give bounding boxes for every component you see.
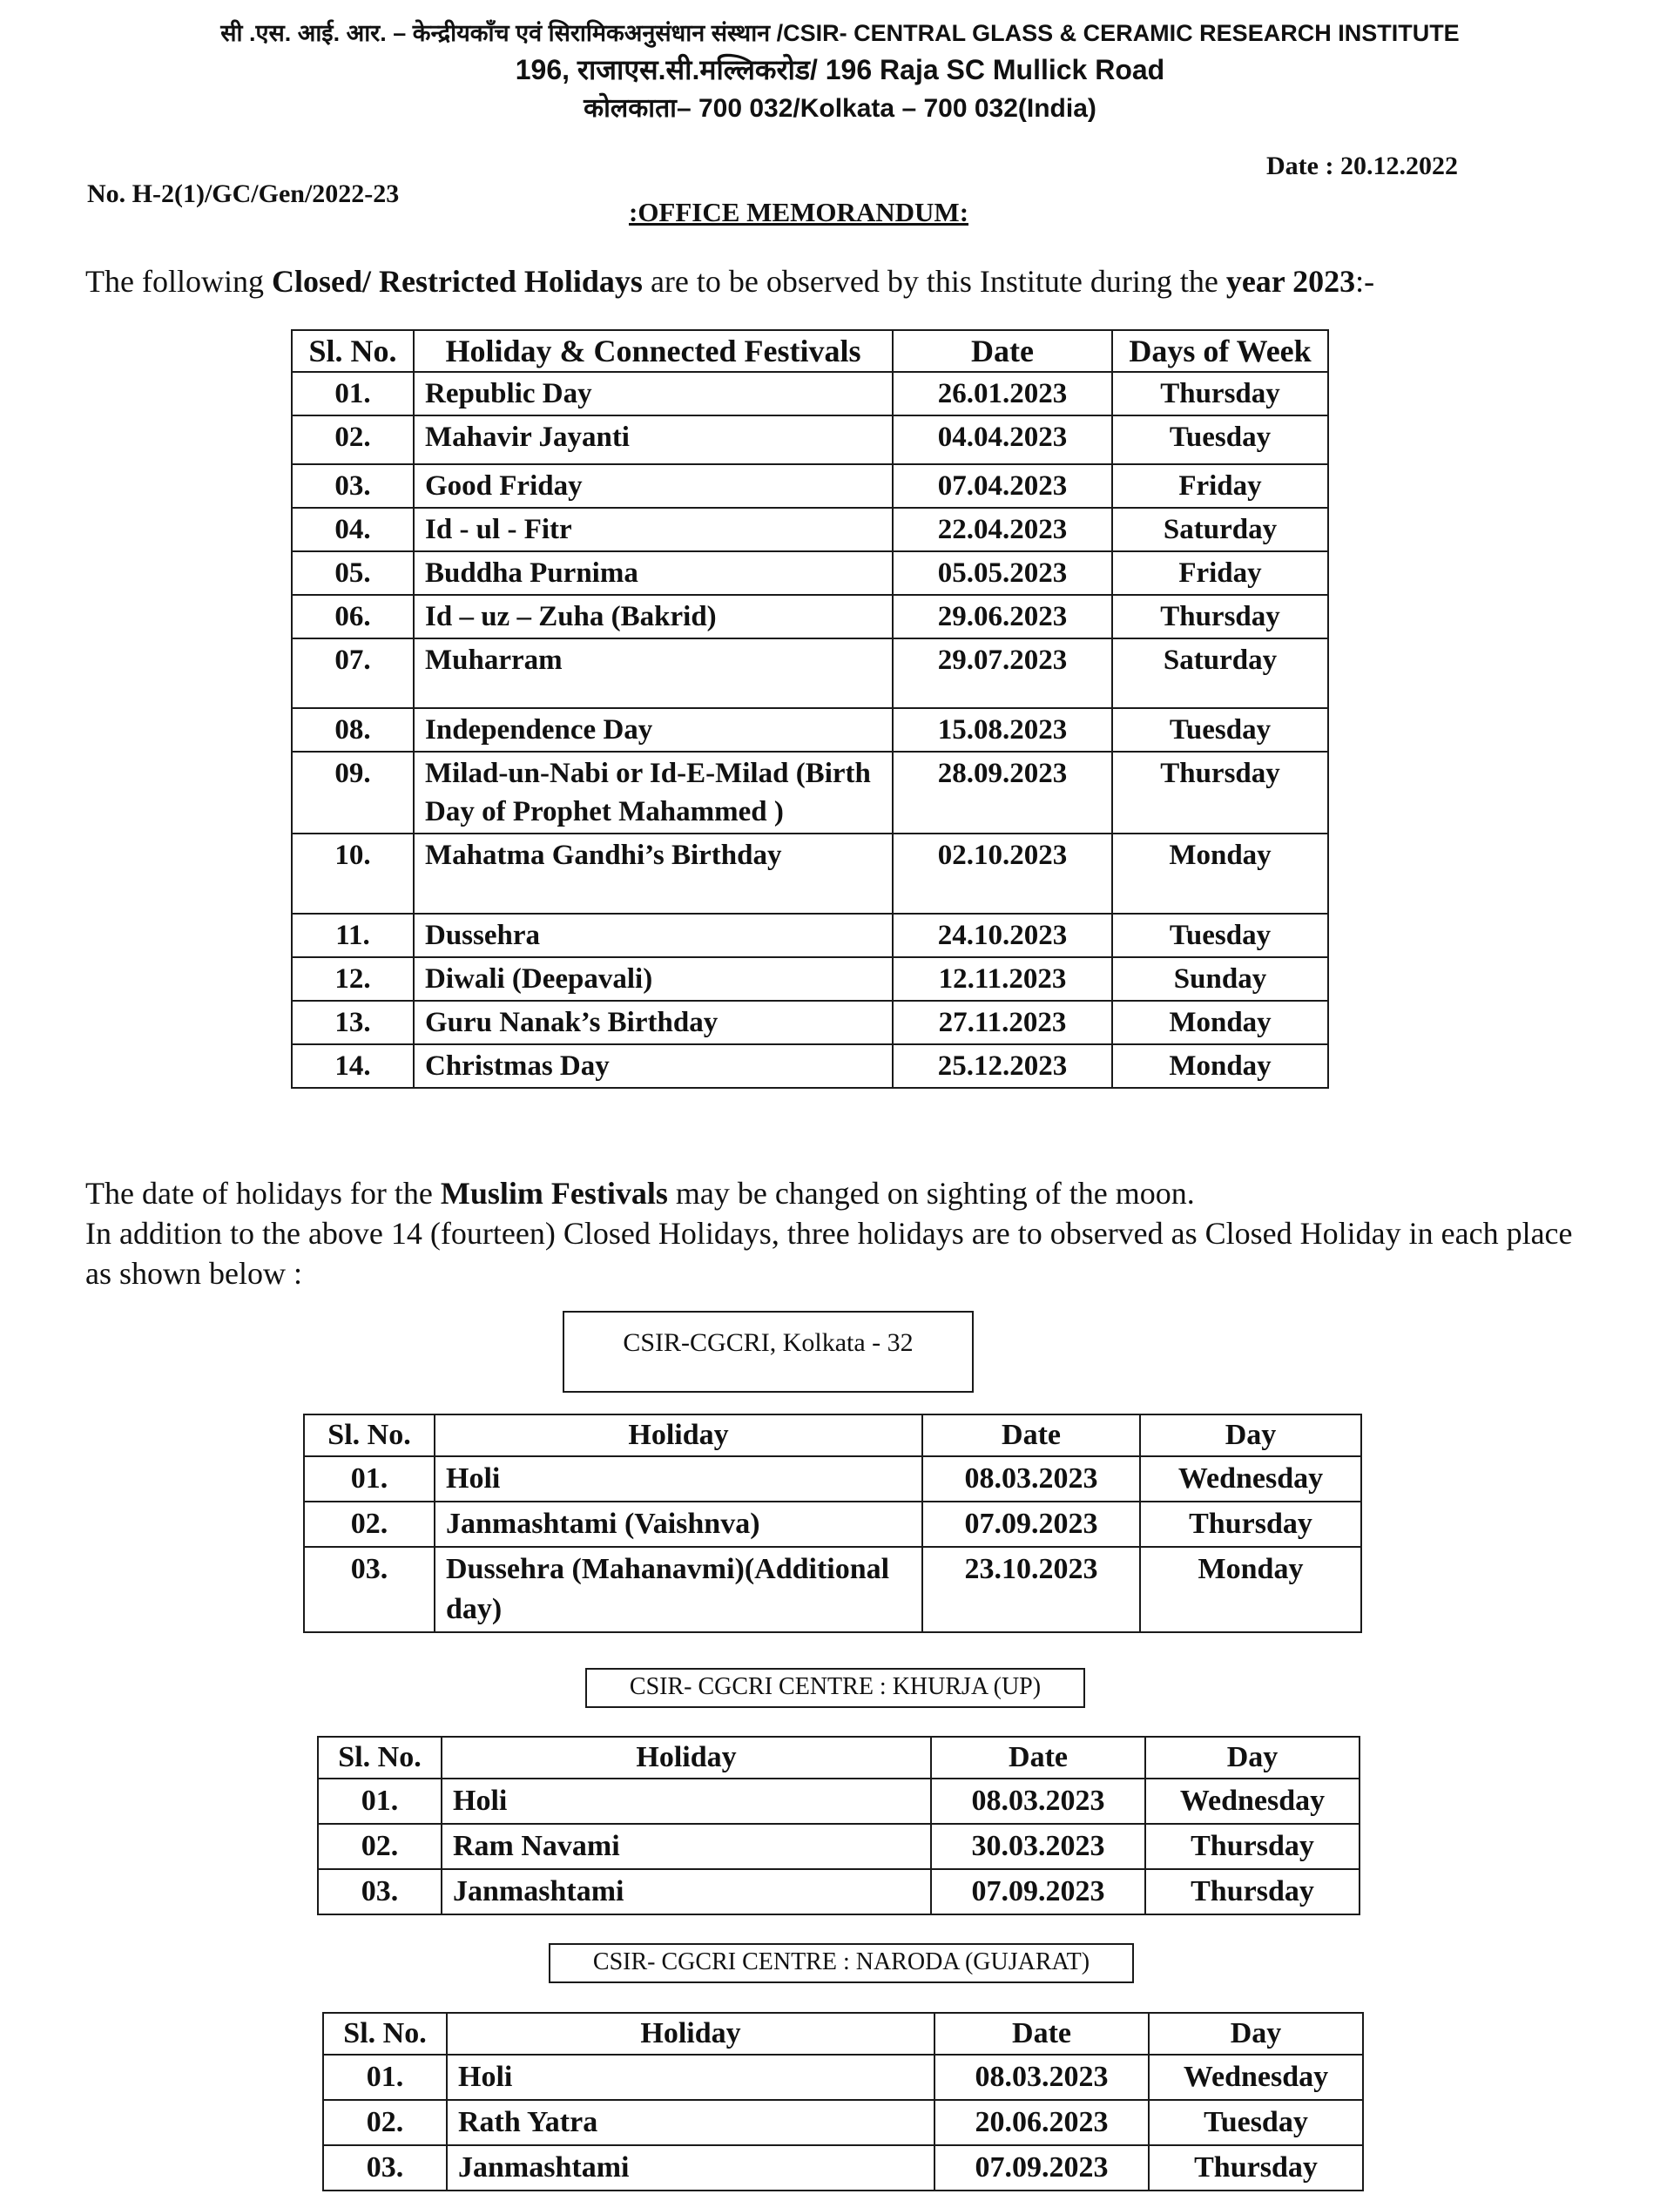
cell-sl-no: 12. <box>292 957 414 1001</box>
cell-day: Monday <box>1112 834 1328 914</box>
table-row <box>292 595 1328 638</box>
col-header-sl-no: Sl. No. <box>323 2013 447 2055</box>
table-header-row <box>292 330 1328 372</box>
cell-date: 07.09.2023 <box>922 1502 1140 1547</box>
table-row <box>292 638 1328 708</box>
cell-date: 28.09.2023 <box>893 752 1112 834</box>
cell-sl-no: 03. <box>318 1869 442 1914</box>
table-row <box>318 1824 1360 1869</box>
cell-holiday: Janmashtami <box>447 2145 934 2191</box>
cell-sl-no: 02. <box>318 1824 442 1869</box>
table-row <box>304 1456 1361 1502</box>
col-header-sl-no: Sl. No. <box>318 1737 442 1779</box>
cell-day: Monday <box>1112 1044 1328 1088</box>
cell-sl-no: 08. <box>292 708 414 752</box>
cell-sl-no: 03. <box>292 464 414 508</box>
location-title-khurja: CSIR- CGCRI CENTRE : KHURJA (UP) <box>585 1668 1085 1708</box>
table-row <box>292 1044 1328 1088</box>
cell-sl-no: 05. <box>292 551 414 595</box>
table-row <box>323 2145 1363 2191</box>
cell-date: 15.08.2023 <box>893 708 1112 752</box>
table-row <box>323 2055 1363 2100</box>
cell-day: Monday <box>1112 1001 1328 1044</box>
cell-day: Friday <box>1112 551 1328 595</box>
table-row <box>323 2100 1363 2145</box>
cell-holiday: Diwali (Deepavali) <box>414 957 893 1001</box>
cell-sl-no: 02. <box>304 1502 435 1547</box>
cell-sl-no: 07. <box>292 638 414 708</box>
table-row <box>318 1869 1360 1914</box>
cell-date: 08.03.2023 <box>934 2055 1149 2100</box>
cell-holiday: Christmas Day <box>414 1044 893 1088</box>
cell-date: 07.09.2023 <box>931 1869 1145 1914</box>
cell-sl-no: 09. <box>292 752 414 834</box>
cell-sl-no: 01. <box>292 372 414 415</box>
cell-day: Friday <box>1112 464 1328 508</box>
cell-day: Tuesday <box>1112 415 1328 464</box>
cell-day: Thursday <box>1145 1869 1360 1914</box>
cell-sl-no: 02. <box>292 415 414 464</box>
table-row <box>292 914 1328 957</box>
cell-holiday: Holi <box>435 1456 922 1502</box>
cell-holiday: Dussehra (Mahanavmi)(Additional day) <box>435 1547 922 1632</box>
institute-address-line: 196, राजाएस.सी.मल्लिकरोड/ 196 Raja SC Mullick Road <box>515 54 1165 85</box>
cell-date: 05.05.2023 <box>893 551 1112 595</box>
col-header-date: Date <box>922 1414 1140 1456</box>
cell-sl-no: 01. <box>304 1456 435 1502</box>
cell-sl-no: 10. <box>292 834 414 914</box>
reference-number: No. H-2(1)/GC/Gen/2022-23 <box>87 179 400 208</box>
cell-day: Tuesday <box>1112 708 1328 752</box>
cell-holiday: Holi <box>442 1779 931 1824</box>
cell-day: Wednesday <box>1145 1779 1360 1824</box>
table-row <box>318 1779 1360 1824</box>
table-header-row <box>323 2013 1363 2055</box>
col-header-sl-no: Sl. No. <box>304 1414 435 1456</box>
table-row <box>292 464 1328 508</box>
institute-name-line: सी .एस. आई. आर. – केन्द्रीयकाँच एवं सिरामिकअनुसंधान संस्थान /CSIR- CENTRAL GLASS & CERAMIC RESEARCH INSTITUTE <box>220 20 1460 46</box>
cell-holiday: Holi <box>447 2055 934 2100</box>
cell-day: Saturday <box>1112 508 1328 551</box>
table-row <box>304 1502 1361 1547</box>
cell-holiday: Muharram <box>414 638 893 708</box>
table-row <box>292 1001 1328 1044</box>
cell-date: 08.03.2023 <box>922 1456 1140 1502</box>
cell-sl-no: 01. <box>323 2055 447 2100</box>
cell-holiday: Janmashtami (Vaishnva) <box>435 1502 922 1547</box>
cell-sl-no: 11. <box>292 914 414 957</box>
col-header-holiday: Holiday & Connected Festivals <box>414 330 893 372</box>
cell-holiday: Janmashtami <box>442 1869 931 1914</box>
additional-holidays-note: In addition to the above 14 (fourteen) Closed Holidays, three holidays are to observed as Closed Holiday in each place as shown below : <box>85 1216 1573 1291</box>
memo-date: Date : 20.12.2022 <box>1266 152 1458 180</box>
table-row <box>292 708 1328 752</box>
cell-sl-no: 02. <box>323 2100 447 2145</box>
cell-date: 22.04.2023 <box>893 508 1112 551</box>
cell-day: Thursday <box>1112 752 1328 834</box>
cell-sl-no: 14. <box>292 1044 414 1088</box>
cell-date: 07.04.2023 <box>893 464 1112 508</box>
col-header-day: Days of Week <box>1112 330 1328 372</box>
cell-day: Monday <box>1140 1547 1361 1632</box>
cell-date: 25.12.2023 <box>893 1044 1112 1088</box>
intro-paragraph <box>85 261 1374 301</box>
table-header-row <box>304 1414 1361 1456</box>
cell-date: 30.03.2023 <box>931 1824 1145 1869</box>
cell-day: Saturday <box>1112 638 1328 708</box>
col-header-holiday: Holiday <box>447 2013 934 2055</box>
cell-date: 26.01.2023 <box>893 372 1112 415</box>
table-row <box>292 508 1328 551</box>
cell-holiday: Rath Yatra <box>447 2100 934 2145</box>
cell-holiday: Milad-un-Nabi or Id-E-Milad (Birth Day of Prophet Mahammed ) <box>414 752 893 834</box>
cell-sl-no: 13. <box>292 1001 414 1044</box>
cell-date: 20.06.2023 <box>934 2100 1149 2145</box>
intro-text-3: :- <box>1355 264 1375 299</box>
table-row <box>292 372 1328 415</box>
cell-holiday: Guru Nanak’s Birthday <box>414 1001 893 1044</box>
cell-day: Thursday <box>1145 1824 1360 1869</box>
table-header-row <box>318 1737 1360 1779</box>
cell-holiday: Independence Day <box>414 708 893 752</box>
cell-date: 23.10.2023 <box>922 1547 1140 1632</box>
col-header-date: Date <box>934 2013 1149 2055</box>
cell-date: 04.04.2023 <box>893 415 1112 464</box>
cell-sl-no: 01. <box>318 1779 442 1824</box>
cell-date: 24.10.2023 <box>893 914 1112 957</box>
table-row <box>292 415 1328 464</box>
cell-holiday: Id - ul - Fitr <box>414 508 893 551</box>
intro-bold-2: year 2023 <box>1225 264 1356 299</box>
location-title-naroda: CSIR- CGCRI CENTRE : NARODA (GUJARAT) <box>549 1943 1134 1983</box>
note1-text-2: may be changed on sighting of the moon. <box>667 1176 1195 1211</box>
cell-date: 29.07.2023 <box>893 638 1112 708</box>
memo-title: :OFFICE MEMORANDUM: <box>629 197 969 227</box>
cell-sl-no: 06. <box>292 595 414 638</box>
intro-bold-1: Closed/ Restricted Holidays <box>271 264 643 299</box>
col-header-date: Date <box>893 330 1112 372</box>
naroda-holidays-table <box>322 2012 1364 2191</box>
cell-sl-no: 03. <box>304 1547 435 1632</box>
khurja-holidays-table <box>317 1736 1360 1915</box>
table-row <box>292 834 1328 914</box>
intro-text-2: are to be observed by this Institute during the <box>642 264 1226 299</box>
cell-day: Wednesday <box>1140 1456 1361 1502</box>
col-header-day: Day <box>1149 2013 1363 2055</box>
col-header-holiday: Holiday <box>442 1737 931 1779</box>
intro-text-1: The following <box>85 264 272 299</box>
col-header-day: Day <box>1140 1414 1361 1456</box>
cell-day: Tuesday <box>1112 914 1328 957</box>
note1-text-1: The date of holidays for the <box>85 1176 441 1211</box>
table-row <box>292 752 1328 834</box>
col-header-day: Day <box>1145 1737 1360 1779</box>
cell-date: 27.11.2023 <box>893 1001 1112 1044</box>
cell-day: Thursday <box>1112 372 1328 415</box>
kolkata-holidays-table <box>303 1414 1362 1633</box>
cell-holiday: Id – uz – Zuha (Bakrid) <box>414 595 893 638</box>
cell-day: Tuesday <box>1149 2100 1363 2145</box>
institute-city-line: कोलकाता– 700 032/Kolkata – 700 032(India) <box>584 94 1096 123</box>
cell-day: Thursday <box>1112 595 1328 638</box>
cell-date: 02.10.2023 <box>893 834 1112 914</box>
cell-holiday: Ram Navami <box>442 1824 931 1869</box>
cell-day: Thursday <box>1149 2145 1363 2191</box>
cell-sl-no: 04. <box>292 508 414 551</box>
location-title-kolkata: CSIR-CGCRI, Kolkata - 32 <box>563 1311 974 1393</box>
table-row <box>292 551 1328 595</box>
cell-holiday: Republic Day <box>414 372 893 415</box>
cell-date: 08.03.2023 <box>931 1779 1145 1824</box>
cell-date: 07.09.2023 <box>934 2145 1149 2191</box>
cell-date: 12.11.2023 <box>893 957 1112 1001</box>
table-row <box>292 957 1328 1001</box>
cell-holiday: Mahavir Jayanti <box>414 415 893 464</box>
cell-date: 29.06.2023 <box>893 595 1112 638</box>
table-row <box>304 1547 1361 1632</box>
note1-bold: Muslim Festivals <box>440 1176 668 1211</box>
cell-holiday: Buddha Purnima <box>414 551 893 595</box>
col-header-sl-no: Sl. No. <box>292 330 414 372</box>
cell-day: Wednesday <box>1149 2055 1363 2100</box>
cell-day: Thursday <box>1140 1502 1361 1547</box>
cell-holiday: Mahatma Gandhi’s Birthday <box>414 834 893 914</box>
cell-day: Sunday <box>1112 957 1328 1001</box>
cell-sl-no: 03. <box>323 2145 447 2191</box>
col-header-holiday: Holiday <box>435 1414 922 1456</box>
col-header-date: Date <box>931 1737 1145 1779</box>
moon-sighting-note <box>85 1173 1195 1213</box>
cell-holiday: Dussehra <box>414 914 893 957</box>
closed-holidays-table <box>291 329 1329 1089</box>
cell-holiday: Good Friday <box>414 464 893 508</box>
